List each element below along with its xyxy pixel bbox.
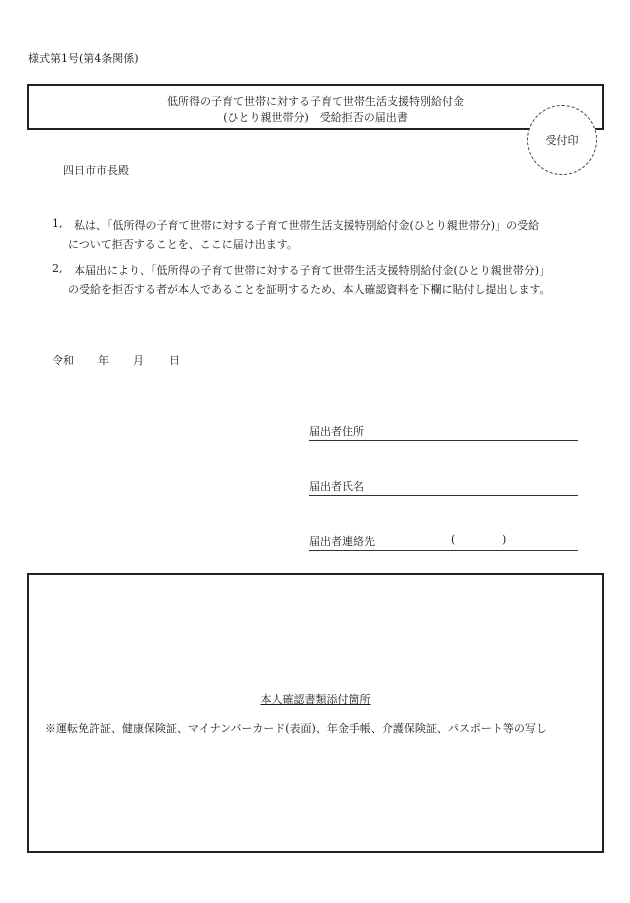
applicant-name-field[interactable] xyxy=(309,475,578,496)
clause-2-number: 2, xyxy=(52,262,63,275)
contact-paren-close: ) xyxy=(502,533,507,546)
addressee: 四日市市長殿 xyxy=(63,164,129,177)
id-attachment-title xyxy=(29,691,602,707)
applicant-contact-label: 届出者連絡先 xyxy=(309,535,375,548)
clause-2-line-1: 本届出により、「低所得の子育て世帯に対する子育て世帯生活支援特別給付金(ひとり親世帯分)」 xyxy=(74,264,551,277)
date-year-field[interactable]: 年 xyxy=(98,354,109,367)
document-title-line-2: (ひとり親世帯分) 受給拒否の届出書 xyxy=(223,111,408,124)
clause-1-line-2: について拒否することを、ここに届け出ます。 xyxy=(68,238,298,251)
applicant-contact-field[interactable] xyxy=(309,530,578,551)
contact-paren-open: ( xyxy=(451,533,456,546)
applicant-address-field[interactable] xyxy=(309,420,578,441)
document-title-line-1: 低所得の子育て世帯に対する子育て世帯生活支援特別給付金 xyxy=(167,95,464,108)
date-era: 令和 xyxy=(52,354,74,367)
applicant-name-label: 届出者氏名 xyxy=(309,480,364,493)
reception-stamp-label: 受付印 xyxy=(545,134,579,147)
form-number: 様式第1号(第4条関係) xyxy=(28,52,139,65)
clause-1-number: 1, xyxy=(52,217,63,230)
clause-2-line-2: の受給を拒否する者が本人であることを証明するため、本人確認資料を下欄に貼付し提出します。 xyxy=(68,283,551,296)
reception-stamp-area xyxy=(527,105,597,175)
id-attachment-note: ※運転免許証、健康保険証、マイナンバーカード(表面)、年金手帳、介護保険証、パスポート等の写し xyxy=(45,722,547,735)
date-month-field[interactable]: 月 xyxy=(133,354,144,367)
title-box xyxy=(27,84,604,130)
clause-1-line-1: 私は、「低所得の子育て世帯に対する子育て世帯生活支援特別給付金(ひとり親世帯分)」の受給 xyxy=(74,219,540,232)
id-document-attachment-area[interactable] xyxy=(27,573,604,853)
id-attachment-title-text: 本人確認書類添付箇所 xyxy=(260,693,371,706)
applicant-address-label: 届出者住所 xyxy=(309,425,364,438)
date-day-field[interactable]: 日 xyxy=(169,354,180,367)
